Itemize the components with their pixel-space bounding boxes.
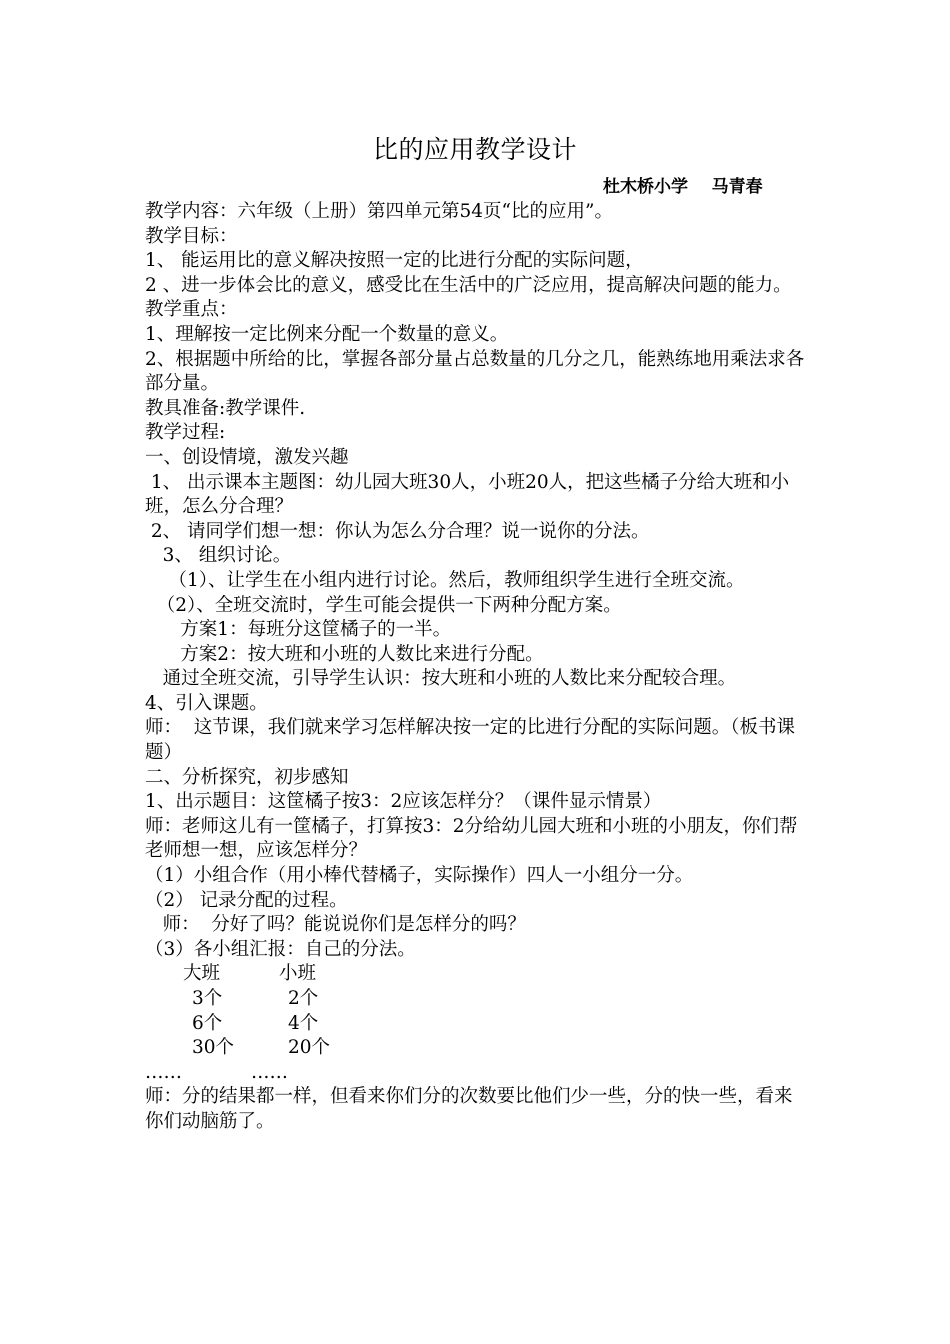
paragraph: 教具准备:教学课件. [145, 397, 306, 419]
paragraph: 1、理解按一定比例来分配一个数量的意义。 [145, 323, 509, 345]
paragraph: 2 、进一步体会比的意义，感受比在生活中的广泛应用，提高解决问题的能力。 [145, 274, 792, 296]
paragraph: （2）、全班交流时，学生可能会提供一下两种分配方案。 [145, 594, 622, 616]
paragraph: 1、出示题目：这筐橘子按3：2应该怎样分？（课件显示情景） [145, 791, 662, 813]
ellipsis-right: …… [251, 1061, 288, 1083]
paragraph: 一、创设情境，激发兴趣 [145, 446, 349, 468]
paragraph: 方案1：每班分这筐橘子的一半。 [145, 619, 452, 641]
paragraph: 1、 能运用比的意义解决按照一定的比进行分配的实际问题， [145, 250, 644, 272]
cell-small-class: 4个 [288, 1012, 319, 1034]
author-line: 杜木桥小学 马青春 [603, 177, 763, 197]
distribution-header-row [145, 962, 810, 987]
cell-big-class: 30个 [192, 1037, 235, 1059]
cell-big-class: 6个 [192, 1012, 223, 1034]
header-big-class: 大班 [183, 963, 221, 985]
paragraph: 教学目标： [145, 225, 238, 247]
paragraph: （3）各小组汇报：自己的分法。 [145, 938, 416, 960]
paragraph: 教学过程: [145, 422, 226, 444]
header-small-class: 小班 [279, 963, 317, 985]
paragraph: （2） 记录分配的过程。 [145, 889, 348, 911]
paragraph: 3、 组织讨论。 [145, 545, 292, 567]
paragraph: 4、引入课题。 [145, 692, 268, 714]
distribution-ellipsis-row [145, 1061, 810, 1086]
paragraph: 1、 出示课本主题图：幼儿园大班30人，小班20人，把这些橘子分给大班和小班，怎么分合理？ [145, 471, 790, 518]
paragraph: （1）、让学生在小组内进行讨论。然后，教师组织学生进行全班交流。 [145, 569, 745, 591]
paragraph: （1）小组合作（用小棒代替橘子，实际操作）四人一小组分一分。 [145, 865, 694, 887]
paragraph: 2、 请同学们想一想：你认为怎么分合理？说一说你的分法。 [145, 520, 650, 542]
cell-big-class: 3个 [192, 988, 223, 1009]
cell-small-class: 20个 [288, 1037, 331, 1059]
document-body [145, 200, 810, 1135]
cell-small-class: 2个 [288, 988, 319, 1009]
paragraph: 二、分析探究，初步感知 [145, 766, 349, 788]
paragraph: 师： 分好了吗？能说说你们是怎样分的吗？ [145, 914, 526, 936]
paragraph: 师：老师这儿有一筐橘子，打算按3：2分给幼儿园大班和小班的小朋友，你们帮老师想一想，应该怎样分？ [145, 815, 798, 862]
paragraph: 2、根据题中所给的比，掌握各部分量占总数量的几分之几，能熟练地用乘法求各部分量。 [145, 348, 805, 395]
distribution-row [145, 1036, 810, 1061]
distribution-row [145, 987, 810, 1012]
paragraph: 通过全班交流，引导学生认识：按大班和小班的人数比来分配较合理。 [145, 668, 737, 690]
distribution-row [145, 1012, 810, 1037]
paragraph: 方案2：按大班和小班的人数比来进行分配。 [145, 643, 544, 665]
closing-paragraph: 师：分的结果都一样，但看来你们分的次数要比他们少一些，分的快一些，看来你们动脑筋了。 [145, 1086, 793, 1132]
paragraph: 教学内容：六年级（上册）第四单元第54页“比的应用”。 [145, 201, 613, 222]
ellipsis-left: …… [145, 1061, 182, 1083]
paragraph: 教学重点： [145, 299, 238, 321]
document-title: 比的应用教学设计 [372, 135, 577, 164]
paragraph: 师： 这节课，我们就来学习怎样解决按一定的比进行分配的实际问题。（板书课题） [145, 717, 796, 764]
